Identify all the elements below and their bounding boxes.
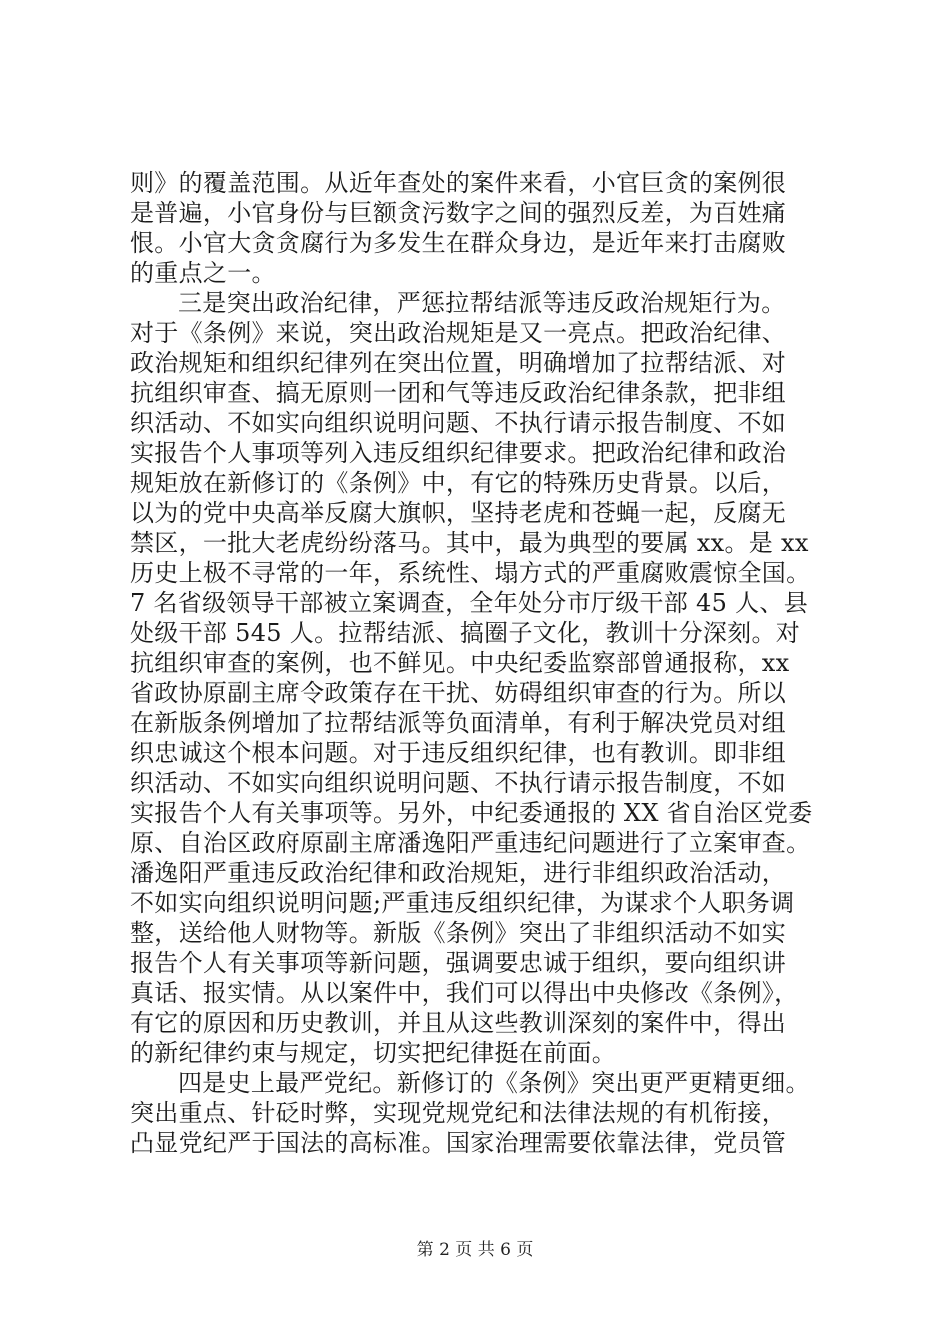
- text-line: 抗组织审查的案例，也不鲜见。中央纪委监察部曾通报称，xx: [130, 649, 790, 677]
- text-line: 禁区，一批大老虎纷纷落马。其中，最为典型的要属 xx。是 xx: [130, 529, 809, 557]
- paragraph-start-line: 三是突出政治纪律，严惩拉帮结派等违反政治规矩行为。: [178, 289, 786, 317]
- body-text: [130, 168, 830, 1158]
- text-line: 凸显党纪严于国法的高标准。国家治理需要依靠法律，党员管: [130, 1129, 787, 1157]
- text-line: 突出重点、针砭时弊，实现党规党纪和法律法规的有机衔接，: [130, 1099, 787, 1127]
- text-line: 以为的党中央高举反腐大旗帜，坚持老虎和苍蝇一起，反腐无: [130, 499, 787, 527]
- text-line: 恨。小官大贪贪腐行为多发生在群众身边，是近年来打击腐败: [130, 229, 787, 257]
- text-line: 的新纪律约束与规定，切实把纪律挺在前面。: [130, 1039, 616, 1067]
- text-line: 是普遍，小官身份与巨额贪污数字之间的强烈反差，为百姓痛: [130, 199, 787, 227]
- text-line: 的重点之一。: [130, 259, 276, 287]
- text-line: 在新版条例增加了拉帮结派等负面清单，有利于解决党员对组: [130, 709, 787, 737]
- text-line: 不如实向组织说明问题;严重违反组织纪律，为谋求个人职务调: [130, 889, 795, 917]
- text-line: 织活动、不如实向组织说明问题、不执行请示报告制度，不如: [130, 769, 787, 797]
- text-line: 整，送给他人财物等。新版《条例》突出了非组织活动不如实: [130, 919, 787, 947]
- text-line: 对于《条例》来说，突出政治规矩是又一亮点。把政治纪律、: [130, 319, 787, 347]
- text-line: 实报告个人有关事项等。另外，中纪委通报的 XX 省自治区党委: [130, 799, 813, 827]
- text-line: 处级干部 545 人。拉帮结派、搞圈子文化，教训十分深刻。对: [130, 619, 801, 647]
- page-footer: [0, 1239, 950, 1261]
- text-line: 织忠诚这个根本问题。对于违反组织纪律，也有教训。即非组: [130, 739, 787, 767]
- text-line: 省政协原副主席令政策存在干扰、妨碍组织审查的行为。所以: [130, 679, 787, 707]
- text-line: 原、自治区政府原副主席潘逸阳严重违纪问题进行了立案审查。: [130, 829, 811, 857]
- text-line: 织活动、不如实向组织说明问题、不执行请示报告制度、不如: [130, 409, 787, 437]
- text-line: 抗组织审查、搞无原则一团和气等违反政治纪律条款，把非组: [130, 379, 787, 407]
- text-line: 实报告个人事项等列入违反组织纪律要求。把政治纪律和政治: [130, 439, 787, 467]
- text-line: 潘逸阳严重违反政治纪律和政治规矩，进行非组织政治活动，: [130, 859, 787, 887]
- text-line: 则》的覆盖范围。从近年查处的案件来看，小官巨贪的案例很: [130, 169, 787, 197]
- text-line: 有它的原因和历史教训，并且从这些教训深刻的案件中，得出: [130, 1009, 787, 1037]
- text-line: 报告个人有关事项等新问题，强调要忠诚于组织，要向组织讲: [130, 949, 787, 977]
- text-line: 规矩放在新修订的《条例》中，有它的特殊历史背景。以后，: [130, 469, 787, 497]
- text-line: 历史上极不寻常的一年，系统性、塌方式的严重腐败震惊全国。: [130, 559, 811, 587]
- text-line: 7 名省级领导干部被立案调查，全年处分市厅级干部 45 人、县: [130, 589, 808, 617]
- text-line: 真话、报实情。从以案件中，我们可以得出中央修改《条例》，: [130, 979, 799, 1007]
- paragraph-start-line: 四是史上最严党纪。新修订的《条例》突出更严更精更细。: [178, 1069, 810, 1097]
- text-line: 政治规矩和组织纪律列在突出位置，明确增加了拉帮结派、对: [130, 349, 787, 377]
- page-number: 第 2 页 共 6 页: [416, 1240, 534, 1260]
